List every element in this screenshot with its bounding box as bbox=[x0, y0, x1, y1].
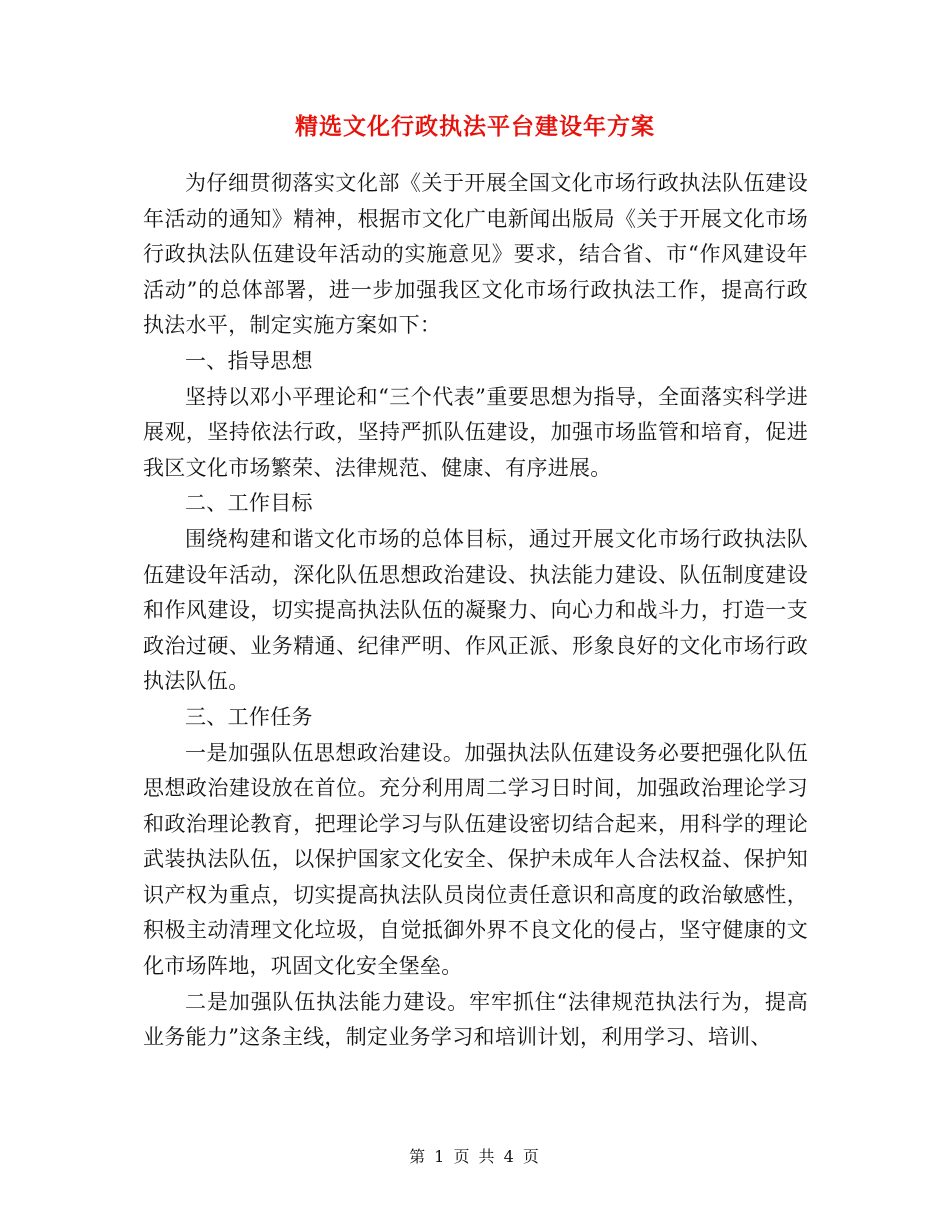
paragraph-task-two: 二是加强队伍执法能力建设。牢牢抓住“法律规范执法行为，提高业务能力”这条主线，制定业务学习和培训计划，利用学习、培训、 bbox=[143, 989, 808, 1050]
page-footer: 第 1 页 共 4 页 bbox=[409, 1147, 541, 1166]
paragraph-guiding-ideology: 坚持以邓小平理论和“三个代表”重要思想为指导，全面落实科学进展观，坚持依法行政，坚持严抓队伍建设，加强市场监管和培育，促进我区文化市场繁荣、法律规范、健康、有序进展。 bbox=[143, 384, 808, 480]
paragraph-intro: 为仔细贯彻落实文化部《关于开展全国文化市场行政执法队伍建设年活动的通知》精神，根据市文化广电新闻出版局《关于开展文化市场行政执法队伍建设年活动的实施意见》要求，结合省、市“作风建设年活动”的总体部署，进一步加强我区文化市场行政执法工作，提高行政执法水平，制定实施方案如下： bbox=[143, 171, 808, 338]
paragraph-task-one: 一是加强队伍思想政治建设。加强执法队伍建设务必要把强化队伍思想政治建设放在首位。充分利用周二学习日时间，加强政治理论学习和政治理论教育，把理论学习与队伍建设密切结合起来，用科学的理论武装执法队伍，以保护国家文化安全、保护未成年人合法权益、保护知识产权为重点，切实提高执法队员岗位责任意识和高度的政治敏感性，积极主动清理文化垃圾，自觉抵御外界不良文化的侵占，坚守健康的文化市场阵地，巩固文化安全堡垒。 bbox=[143, 740, 808, 979]
section-heading-work-tasks: 三、工作任务 bbox=[185, 704, 313, 729]
document-body bbox=[143, 166, 808, 1056]
section-heading-guiding-ideology: 一、指导思想 bbox=[185, 348, 313, 373]
paragraph-work-goals: 围绕构建和谐文化市场的总体目标，通过开展文化市场行政执法队伍建设年活动，深化队伍思想政治建设、执法能力建设、队伍制度建设和作风建设，切实提高执法队伍的凝聚力、向心力和战斗力，打造一支政治过硬、业务精通、纪律严明、作风正派、形象良好的文化市场行政执法队伍。 bbox=[143, 526, 808, 694]
section-heading-work-goals: 二、工作目标 bbox=[185, 491, 313, 516]
document-title: 精选文化行政执法平台建设年方案 bbox=[295, 113, 655, 140]
